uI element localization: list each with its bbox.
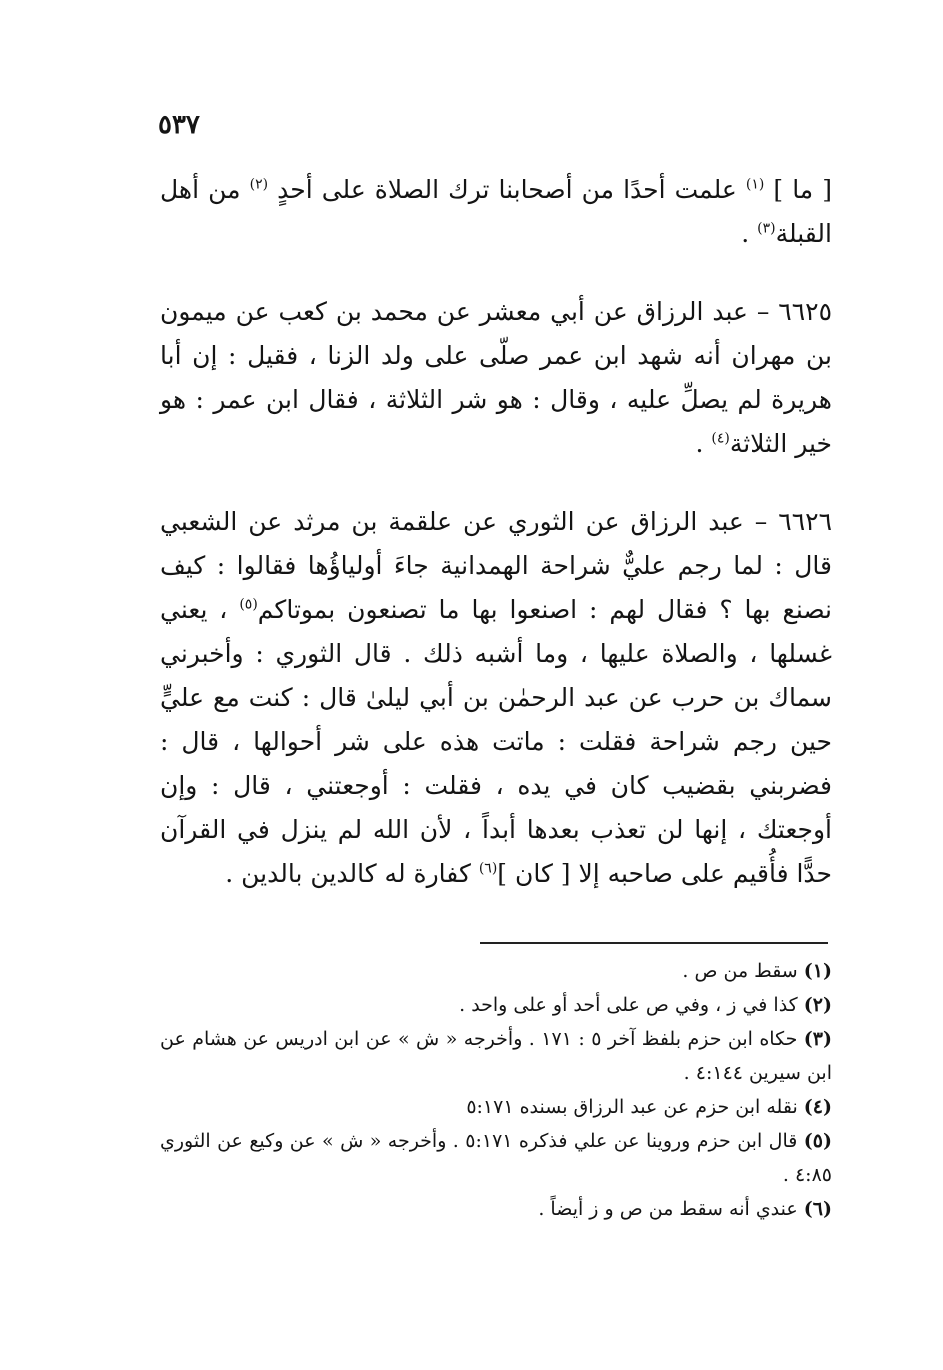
footnote-mark-5: (٥) <box>239 596 258 613</box>
intro-end: . <box>741 219 750 248</box>
hadith-6626-part-2: ، يعني غسلها ، والصلاة عليها ، وما أشبه ذلك . قال الثوري : وأخبرني سماك بن حرب عن عبد الرحمٰن بن أبي ليلىٰ قال : كنت مع عليٍّ حين رجم شراحة فقلت : ماتت هذه على شر أحوالها ، قال : فضربني بقضيب كان في يده ، فقلت : أوجعتني ، قال : وإن أوجعتك ، إنها لن تعذب بعدها أبداً ، لأن الله لم ينزل في القرآن حدًّا فأُقيم على صاحبه إلا [ كان ] <box>160 595 832 888</box>
footnote-text: نقله ابن حزم عن عبد الرزاق بسنده ٥:١٧١ <box>466 1096 798 1118</box>
intro-text-cont: من أهل القبلة <box>160 175 832 248</box>
hadith-6626-part-1: ٦٦٢٦ – عبد الرزاق عن الثوري عن علقمة بن مرثد عن الشعبي قال : لما رجم عليٌّ شراحة الهمدانية جاءَ أولياؤُها فقالوا : كيف نصنع بها ؟ فقال لهم : اصنعوا بها ما تصنعون بموتاكم <box>160 507 833 624</box>
footnote-text: عندي أنه سقط من ص و ز أيضاً . <box>538 1198 798 1220</box>
main-text <box>160 168 832 896</box>
paragraph-6625 <box>160 290 832 466</box>
footnote-5 <box>160 1124 832 1192</box>
footnote-number: (٥) <box>803 1130 832 1152</box>
paragraph-6626 <box>160 500 832 896</box>
bracketed-word: [ ما ] <box>773 175 833 204</box>
footnote-1 <box>160 954 832 988</box>
footnote-text: كذا في ز ، وفي ص على أحد أو على واحد . <box>459 994 798 1016</box>
footnote-number: (٢) <box>803 994 832 1016</box>
intro-text: علمت أحدًا من أصحابنا ترك الصلاة على أحدٍ <box>277 175 737 204</box>
footnote-text: حكاه ابن حزم بلفظ آخر ٥ : ١٧١ . وأخرجه « ش » عن ابن ادريس عن هشام عن ابن سيرين ٤:١٤٤ . <box>160 1028 832 1084</box>
hadith-6625-end: . <box>695 429 704 458</box>
footnote-2 <box>160 988 832 1022</box>
footnote-mark-3: (٣) <box>757 220 776 237</box>
paragraph-intro <box>160 168 832 256</box>
footnote-mark-2: (٢) <box>249 176 269 193</box>
footnotes <box>160 954 832 1226</box>
footnote-number: (٦) <box>803 1198 832 1220</box>
hadith-6626-part-3: كفارة له كالدين بالدين . <box>225 859 471 888</box>
footnote-divider <box>480 942 828 944</box>
footnote-4 <box>160 1090 832 1124</box>
hadith-6625-text: ٦٦٢٥ – عبد الرزاق عن أبي معشر عن محمد بن كعب عن ميمون بن مهران أنه شهد ابن عمر صلّى على ولد الزنا ، فقيل : إن أبا هريرة لم يصلِّ عليه ، وقال : هو شر الثلاثة ، فقال ابن عمر : هو خير الثلاثة <box>160 297 833 458</box>
footnote-text: قال ابن حزم وروينا عن علي فذكره ٥:١٧١ . وأخرجه « ش » عن وكيع عن الثوري ٤:٨٥ . <box>160 1130 832 1186</box>
footnote-mark-1: (١) <box>745 176 765 193</box>
footnote-number: (١) <box>803 960 832 982</box>
footnote-number: (٣) <box>803 1028 832 1050</box>
footnote-mark-6: (٦) <box>478 860 498 877</box>
footnote-text: سقط من ص . <box>682 960 798 982</box>
footnote-number: (٤) <box>803 1096 832 1118</box>
footnote-6 <box>160 1192 832 1226</box>
footnote-mark-4: (٤) <box>711 430 730 447</box>
page-number: ٥٣٧ <box>158 110 200 140</box>
footnote-3 <box>160 1022 832 1090</box>
